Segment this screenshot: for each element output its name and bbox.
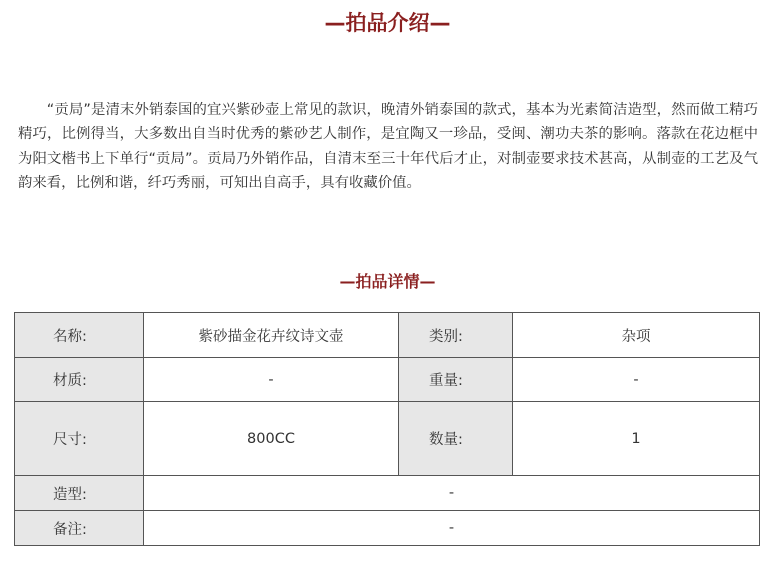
table-row	[15, 358, 760, 402]
material-label: 材质:	[15, 358, 144, 402]
note-label: 备注:	[15, 511, 144, 546]
intro-paragraph: “贡局”是清末外销泰国的宜兴紫砂壶上常见的款识，晚清外销泰国的款式，基本为光素简洁造型，然而做工精巧精巧，比例得当，大多数出自当时优秀的紫砂艺人制作，是宜陶又一珍品，受闽、潮功夫茶的影响。落款在花边框中为阳文楷书上下单行“贡局”。贡局乃外销作品，自清末至三十年代后才止，对制壶要求技术甚高，从制壶的工艺及气韵来看，比例和谐，纤巧秀丽，可知出自高手，具有收藏价值。	[18, 102, 758, 191]
material-value: -	[144, 358, 399, 402]
weight-value: -	[513, 358, 760, 402]
category-value: 杂项	[513, 313, 760, 358]
intro-section-title: —拍品介绍—	[324, 11, 451, 35]
table-row	[15, 511, 760, 546]
note-value: -	[144, 511, 760, 546]
table-row	[15, 402, 760, 476]
quantity-label: 数量:	[399, 402, 513, 476]
table-row	[15, 476, 760, 511]
size-value: 800CC	[144, 402, 399, 476]
name-label: 名称:	[15, 313, 144, 358]
name-value: 紫砂描金花卉纹诗文壶	[144, 313, 399, 358]
size-label: 尺寸:	[15, 402, 144, 476]
shape-label: 造型:	[15, 476, 144, 511]
details-section-title: —拍品详情—	[339, 272, 436, 291]
quantity-value: 1	[513, 402, 760, 476]
weight-label: 重量:	[399, 358, 513, 402]
details-table	[14, 312, 760, 546]
shape-value: -	[144, 476, 760, 511]
category-label: 类别:	[399, 313, 513, 358]
table-row	[15, 313, 760, 358]
